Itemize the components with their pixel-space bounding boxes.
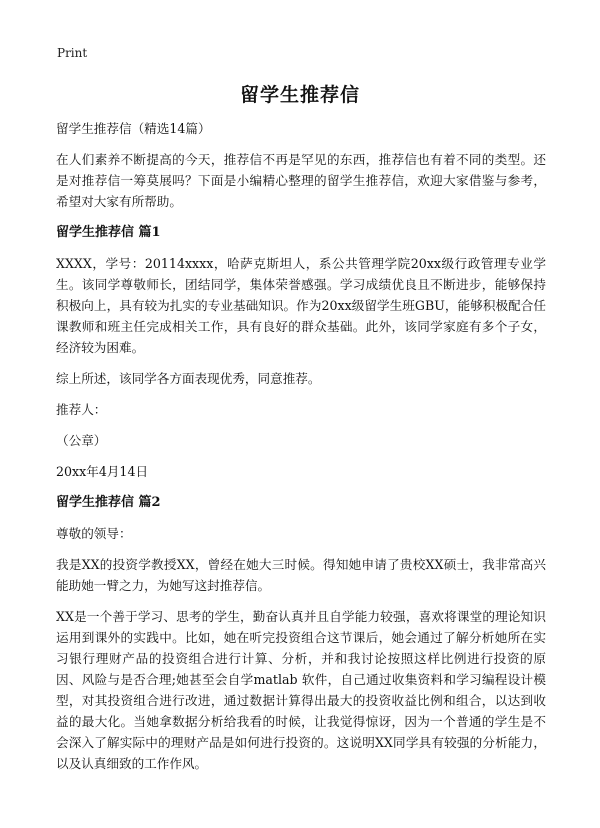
section1-paragraph: XXXX，学号：20114xxxx，哈萨克斯坦人，系公共管理学院20xx级行政管理专业学生。该同学尊敬师长，团结同学，集体荣誉感强。学习成绩优良且不断进步，能够保持积极向上，具有较为扎实的专业基础知识。作为20xx级留学生班GBU，能够积极配合任课教师和班主任完成相关工作，具有良好的群众基础。此外，该同学家庭有多个子女，经济较为困难。: [56, 256, 546, 355]
section2-paragraph-2: XX是一个善于学习、思考的学生，勤奋认真并且自学能力较强，喜欢将课堂的理论知识运用到课外的实践中。比如，她在听完投资组合这节课后，她会通过了解分析她所在实习银行理财产品的投资组合进行计算、分析，并和我讨论按照这样比例进行投资的原因、风险与是否合理;她甚至会自学matlab 软件，自己通过收集资料和学习编程设计模型，对其投资组合进行改进，通过数据计算得出最大的投资收益比例和组合，以达到收益的最大化。当她拿数据分析给我看的时候，让我觉得惊讶，因为一个普通的学生是不会深入了解实际中的理财产品是如何进行投资的。这说明XX同学具有较强的分析能力，以及认真细致的工作作风。: [56, 609, 546, 771]
official-seal-label: （公章）: [56, 433, 107, 448]
section2-heading: 留学生推荐信 篇2: [56, 495, 161, 510]
section2-paragraph-1: 我是XX的投资学教授XX，曾经在她大三时候。得知她申请了贵校XX硕士，我非常高兴能助她一臂之力，为她写这封推荐信。: [56, 557, 546, 593]
document-body: [56, 118, 546, 784]
print-link[interactable]: Print: [57, 46, 88, 60]
recommender-label: 推荐人：: [56, 402, 107, 417]
document-title: 留学生推荐信: [239, 84, 360, 106]
section2-greeting: 尊敬的领导：: [56, 526, 132, 541]
section1-conclusion: 综上所述，该同学各方面表现优秀，同意推荐。: [56, 371, 321, 386]
section1-heading: 留学生推荐信 篇1: [56, 225, 161, 240]
intro-paragraph: 在人们素养不断提高的今天，推荐信不再是罕见的东西，推荐信也有着不同的类型。还是对推荐信一筹莫展吗？下面是小编精心整理的留学生推荐信，欢迎大家借鉴与参考，希望对大家有所帮助。: [56, 152, 546, 209]
document-subtitle: 留学生推荐信（精选14篇）: [56, 121, 211, 136]
letter-date: 20xx年4月14日: [56, 464, 149, 479]
